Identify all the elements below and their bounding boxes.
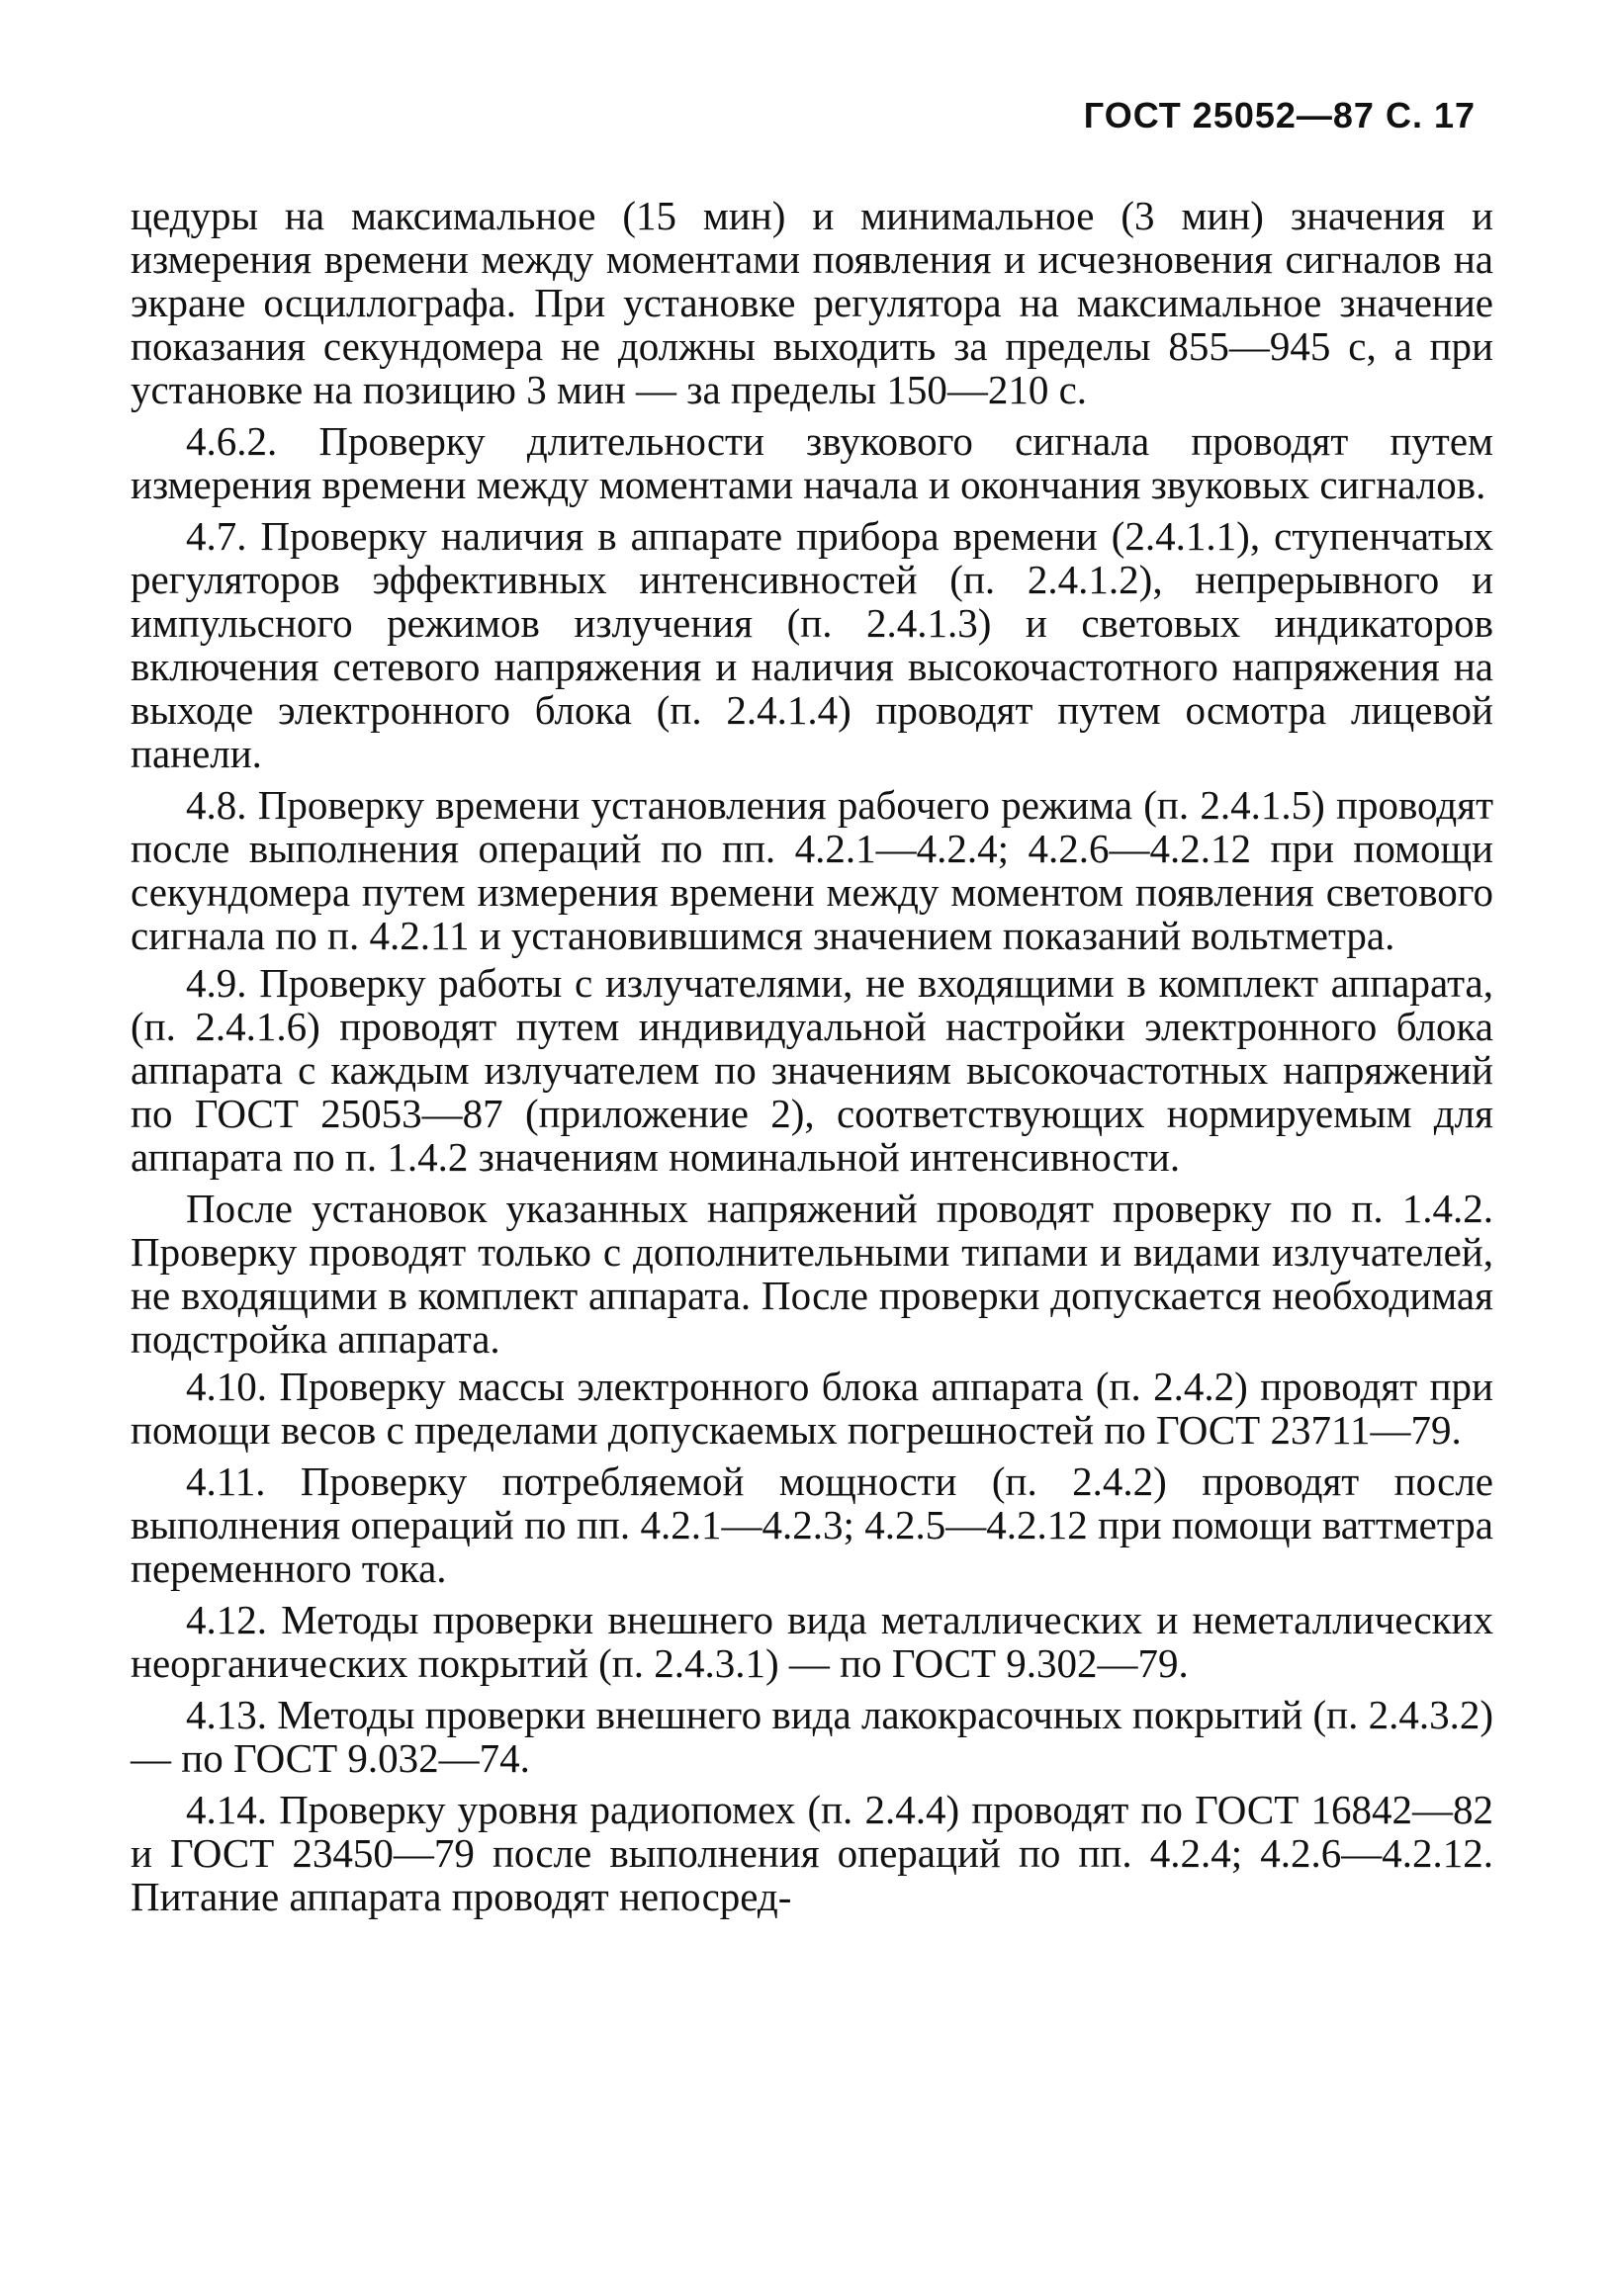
paragraph-4-7: 4.7. Проверку наличия в аппарате прибора времени (2.4.1.1), ступенчатых регуляторов эффективных интенсивностей (п. 2.4.1.2), непрерывного и импульсного режимов излучения (п. 2.4.1.3) и световых индикаторов включения сетевого напряжения и наличия высокочастотного напряжения на выходе электронного блока (п. 2.4.1.4) проводят путем осмотра лицевой панели. [131,513,1493,776]
page-header: ГОСТ 25052—87 С. 17 [1083,95,1476,135]
paragraph-continuation: цедуры на максимальное (15 мин) и минимальное (3 мин) значения и измерения времени между моментами появления и исчезновения сигналов на экране осциллографа. При установке регулятора на максимальное значение показания секундомера не должны выходить за пределы 855—945 с, а при установке на позицию 3 мин — за пределы 150—210 с. [131,193,1493,412]
paragraph-4-13: 4.13. Методы проверки внешнего вида лакокрасочных покрытий (п. 2.4.3.2) — по ГОСТ 9.032—74. [131,1692,1494,1781]
paragraph-4-12: 4.12. Методы проверки внешнего вида металлических и неметаллических неорганических покрытий (п. 2.4.3.1) — по ГОСТ 9.302—79. [131,1597,1493,1686]
paragraph-4-10: 4.10. Проверку массы электронного блока аппарата (п. 2.4.2) проводят при помощи весов с пределами допускаемых погрешностей по ГОСТ 23711—79. [131,1364,1493,1453]
paragraph-4-14: 4.14. Проверку уровня радиопомех (п. 2.4.4) проводят по ГОСТ 16842—82 и ГОСТ 23450—79 после выполнения операций по пп. 4.2.4; 4.2.6—4.2.12. Питание аппарата проводят непосред- [131,1787,1493,1919]
paragraph-4-9: 4.9. Проверку работы с излучателями, не входящими в комплект аппарата, (п. 2.4.1.6) проводят путем индивидуальной настройки электронного блока аппарата с каждым излучателем по значениям высокочастотных напряжений по ГОСТ 25053—87 (приложение 2), соответствующих нормируемым для аппарата по п. 1.4.2 значениям номинальной интенсивности. [131,960,1493,1180]
paragraph-after-4-9: После установок указанных напряжений проводят проверку по п. 1.4.2. Проверку проводят только с дополнительными типами и видами излучателей, не входящими в комплект аппарата. После проверки допускается необходимая подстройка аппарата. [131,1186,1493,1362]
paragraph-4-11: 4.11. Проверку потребляемой мощности (п. 2.4.2) проводят после выполнения операций по пп. 4.2.1—4.2.3; 4.2.5—4.2.12 при помощи ваттметра переменного тока. [131,1458,1493,1591]
document-body [131,194,1493,1926]
paragraph-4-6-2: 4.6.2. Проверку длительности звукового сигнала проводят путем измерения времени между моментами начала и окончания звуковых сигналов. [131,418,1493,507]
paragraph-4-8: 4.8. Проверку времени установления рабочего режима (п. 2.4.1.5) проводят после выполнения операций по пп. 4.2.1—4.2.4; 4.2.6—4.2.12 при помощи секундомера путем измерения времени между моментом появления светового сигнала по п. 4.2.11 и установившимся значением показаний вольтметра. [131,782,1493,958]
